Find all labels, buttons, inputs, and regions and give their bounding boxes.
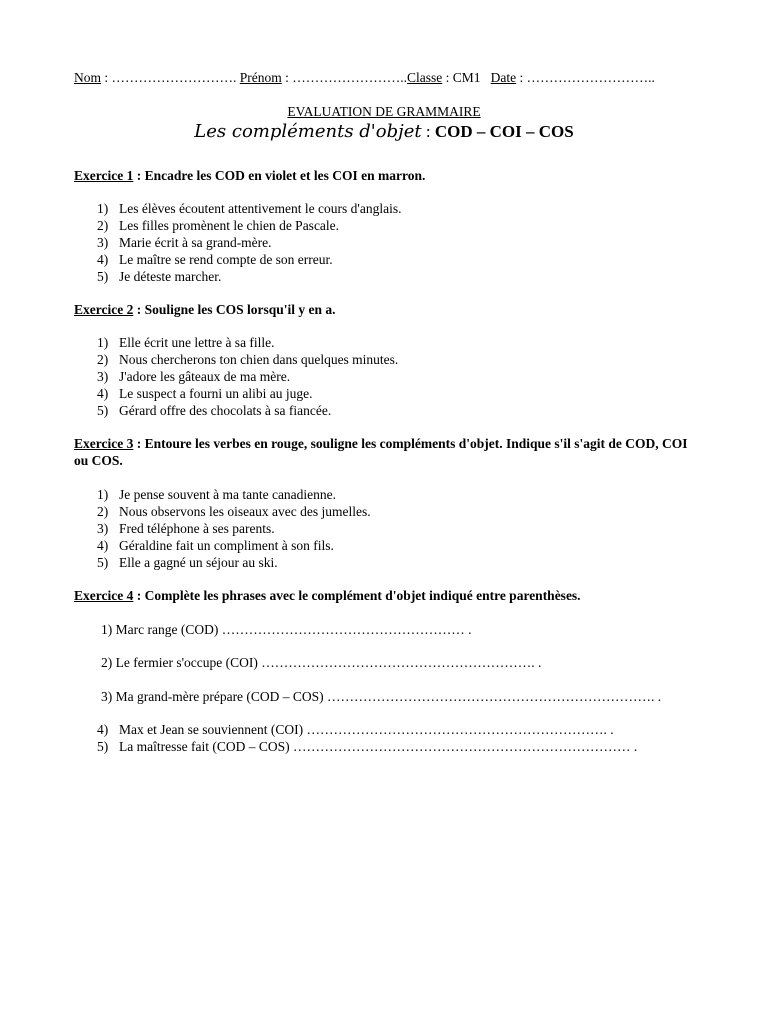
page-title: EVALUATION DE GRAMMAIRE [287,104,481,119]
date-label: Date [490,70,517,85]
fill-line-1 [101,621,471,638]
fill-line-5 [97,738,637,755]
subtitle-script: Les compléments d'objet [194,121,422,142]
item-text: Max et Jean se souviennent (COI) …………………………………………………………. . [119,722,614,737]
item-text: Elle a gagné un séjour au ski. [119,555,278,570]
item-number: 4) [97,722,109,737]
item-text: Fred téléphone à ses parents. [119,521,275,536]
item-number: 3) [97,235,109,250]
subtitle-sep: : [421,122,435,141]
item-number: 4) [97,252,109,267]
item-number: 2) [101,655,113,670]
item-text: Géraldine fait un compliment à son fils. [119,538,334,553]
item-number: 1) [97,201,109,216]
exercise-2-instruction: : Souligne les COS lorsqu'il y en a. [133,302,336,317]
item-number: 4) [97,386,109,401]
item-text: Marie écrit à sa grand-mère. [119,235,272,250]
exercise-2-title [74,301,694,318]
list-item [97,554,371,571]
list-item [97,368,398,385]
exercise-1-instruction: : Encadre les COD en violet et les COI en marron. [133,168,426,183]
subtitle-codes: COD – COI – COS [434,122,574,141]
list-item [97,402,398,419]
item-text: Marc range (COD) ……………………………………………… . [115,622,472,637]
prenom-field: : …………………….. [281,70,408,85]
item-number: 5) [97,403,109,418]
item-number: 3) [97,521,109,536]
fill-line-2 [101,654,541,671]
list-item [97,200,401,217]
item-text: Ma grand-mère prépare (COD – COS) ………………………………………………………………. . [115,689,662,704]
item-number: 2) [97,504,109,519]
item-text: La maîtresse fait (COD – COS) ………………………………………………………………… . [119,739,638,754]
item-text: Elle écrit une lettre à sa fille. [119,335,275,350]
list-item [97,503,371,520]
list-item [97,268,401,285]
exercise-2-label: Exercice 2 [74,302,134,317]
item-number: 1) [97,487,109,502]
list-item [97,385,398,402]
exercise-3-label: Exercice 3 [74,436,134,451]
item-text: Gérard offre des chocolats à sa fiancée. [119,403,332,418]
exercise-4-instruction: : Complète les phrases avec le complément d'objet indiqué entre parenthèses. [133,588,581,603]
list-item [97,234,401,251]
list-item [97,351,398,368]
nom-label: Nom [74,70,101,85]
exercise-3-title [74,435,694,469]
page-subtitle [0,121,768,142]
exercise-4-label: Exercice 4 [74,588,134,603]
exercise-3-list [97,486,371,571]
item-number: 2) [97,352,109,367]
fill-line-4 [97,721,614,738]
list-item [97,520,371,537]
item-number: 5) [97,269,109,284]
item-text: Le fermier s'occupe (COI) ……………………………………………………. . [115,655,542,670]
item-number: 5) [97,555,109,570]
item-text: Le maître se rend compte de son erreur. [119,252,333,267]
exercise-2-list [97,334,398,419]
classe-label: Classe [407,70,443,85]
list-item [97,251,401,268]
exercise-1-title [74,167,694,184]
exercise-1-list [97,200,401,285]
item-number: 3) [101,689,113,704]
item-number: 3) [97,369,109,384]
item-text: J'adore les gâteaux de ma mère. [119,369,291,384]
list-item [97,217,401,234]
item-text: Je déteste marcher. [119,269,222,284]
header-line [74,70,655,86]
item-text: Les élèves écoutent attentivement le cours d'anglais. [119,201,402,216]
item-text: Je pense souvent à ma tante canadienne. [119,487,337,502]
item-number: 4) [97,538,109,553]
prenom-label: Prénom [239,70,282,85]
item-number: 1) [101,622,113,637]
exercise-4-title [74,587,694,604]
nom-field: : ………………………. [101,70,240,85]
exercise-3-instruction: : Entoure les verbes en rouge, souligne les compléments d'objet. Indique s'il s'agit de COD, COI ou COS. [74,436,688,468]
fill-line-3 [101,688,661,705]
classe-field: : CM1 [442,70,491,85]
item-text: Le suspect a fourni un alibi au juge. [119,386,313,401]
item-number: 2) [97,218,109,233]
exercise-1-label: Exercice 1 [74,168,134,183]
list-item [97,486,371,503]
item-text: Nous observons les oiseaux avec des jumelles. [119,504,371,519]
item-number: 5) [97,739,109,754]
list-item [97,334,398,351]
date-field: : ……………………….. [516,70,655,85]
list-item [97,537,371,554]
item-text: Nous chercherons ton chien dans quelques minutes. [119,352,399,367]
item-number: 1) [97,335,109,350]
item-text: Les filles promènent le chien de Pascale. [119,218,340,233]
